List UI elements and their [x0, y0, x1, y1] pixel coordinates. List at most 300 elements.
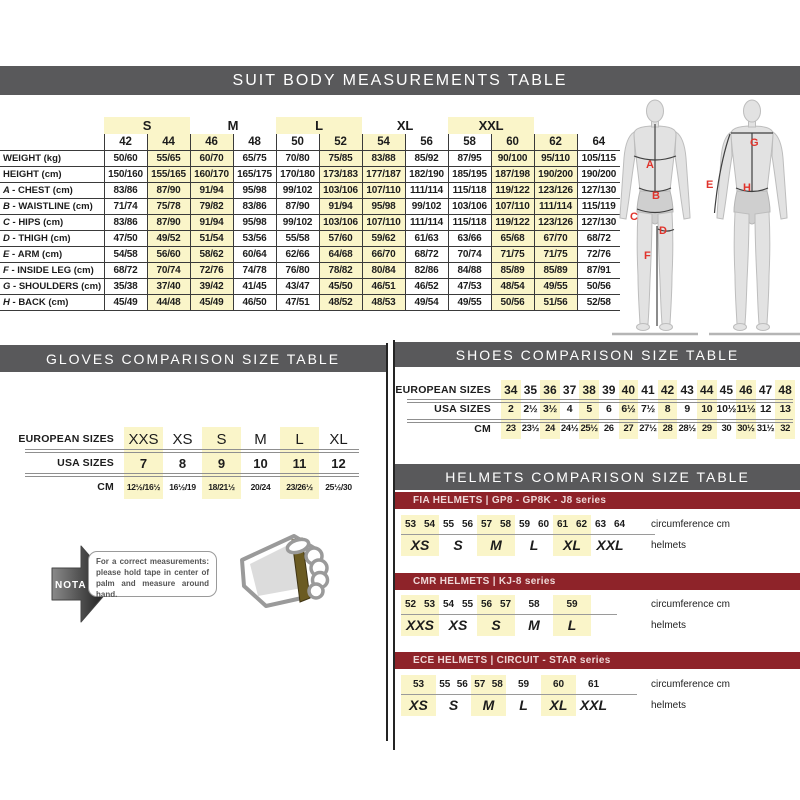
shoesGrid-cell: 12 — [759, 403, 772, 416]
measurement-row-label: A - CHEST (cm) — [0, 183, 104, 199]
suit-size-cell: 95/98 — [362, 199, 405, 215]
shoesGrid-cell: 44 — [697, 380, 717, 400]
shoesGrid-cell: 42 — [658, 380, 678, 400]
helmet-circumference-value: 58 — [491, 679, 503, 690]
suit-size-cell: 91/94 — [190, 215, 233, 231]
suit-size-cell: 47/50 — [104, 231, 147, 247]
suit-size-cell: 105/115 — [577, 151, 620, 167]
suit-size-cell: 57/60 — [319, 231, 362, 247]
suit-size-cell: 65/68 — [491, 231, 534, 247]
cmr-helmets-band — [395, 573, 800, 590]
suit-size-cell: 47/51 — [276, 295, 319, 311]
fia-helmets-table — [401, 515, 730, 556]
helmet-circumference-value: 62 — [575, 519, 588, 530]
glovesGrid-cell: 16½/19 — [169, 482, 196, 492]
suit-size-cell: 90/100 — [491, 151, 534, 167]
suit-size-cell: 49/52 — [147, 231, 190, 247]
suit-size-cell: 85/89 — [534, 263, 577, 279]
suit-size-cell: 41/45 — [233, 279, 276, 295]
suit-size-cell: 50/56 — [491, 295, 534, 311]
helmet-size-group — [439, 595, 477, 636]
helmet-circumference-value: 59 — [517, 679, 530, 690]
cmr-helmets-table — [401, 595, 730, 636]
suit-size-cell: 185/195 — [448, 167, 491, 183]
gloves-size-table — [0, 427, 358, 499]
circumference-cm-label: circumference cm — [651, 679, 730, 690]
shoesGrid-cell: 9 — [684, 403, 690, 416]
helmet-size-letter: M — [528, 617, 540, 633]
shoesGrid-cell: 48 — [775, 380, 795, 400]
shoes-divider-1 — [407, 399, 793, 403]
suit-size-cell: 99/102 — [276, 183, 319, 199]
suit-size-cell: 170/180 — [276, 167, 319, 183]
glovesGrid-cell: 12½/16½ — [124, 475, 163, 499]
shoes-helmets-panel — [393, 340, 800, 750]
shoes-section-title: SHOES COMPARISON SIZE TABLE — [455, 346, 740, 363]
suit-size-cell: 111/114 — [405, 215, 448, 231]
suit-size-cell: 190/200 — [577, 167, 620, 183]
glovesGrid-cell: 8 — [178, 455, 187, 471]
helmet-size-letter: XXL — [579, 697, 608, 713]
fia-helmets-band-label: FIA HELMETS | GP8 - GP8K - J8 series — [413, 495, 607, 506]
gloves-divider-1 — [25, 449, 359, 453]
glovesGrid-cell: XXS — [124, 427, 163, 451]
suit-size-cell: 111/114 — [405, 183, 448, 199]
suit-size-cell: 72/76 — [577, 247, 620, 263]
measurement-row-label: F - INSIDE LEG (cm) — [0, 263, 104, 279]
helmet-circumference-value: 60 — [537, 519, 550, 530]
glovesGrid-cell: 25½/30 — [325, 482, 352, 492]
suit-size-cell: 71/74 — [104, 199, 147, 215]
suit-size-cell: 50/60 — [104, 151, 147, 167]
helmet-circumference-value: 64 — [613, 519, 626, 530]
shoesGrid-cell: 24½ — [560, 423, 579, 435]
figure-label-C: C — [630, 211, 638, 223]
suit-size-cell: 44/48 — [147, 295, 190, 311]
helmet-size-letter: XXS — [405, 617, 434, 633]
shoesGrid-cell: 8 — [658, 400, 678, 420]
helmet-size-group — [471, 675, 506, 716]
gloves-section-title-bar — [0, 345, 386, 372]
helmet-size-group — [401, 515, 439, 556]
shoesGrid-cell: 3½ — [540, 400, 560, 420]
mannequin-illustration — [612, 96, 800, 340]
helmet-circumference-value: 55 — [439, 679, 451, 690]
suit-size-cell: 95/98 — [233, 215, 276, 231]
suit-size-cell: 46/51 — [362, 279, 405, 295]
suit-size-cell: 79/82 — [190, 199, 233, 215]
helmet-circumference-value: 61 — [587, 679, 600, 690]
suit-size-cell: 87/90 — [147, 215, 190, 231]
helmet-size-letter: XS — [409, 697, 428, 713]
helmet-size-letter: M — [482, 697, 495, 713]
helmet-size-group — [553, 515, 591, 556]
suit-size-cell: 75/78 — [147, 199, 190, 215]
shoesGrid-cell: 2½ — [523, 403, 538, 416]
helmet-table-divider — [401, 694, 637, 695]
size-group-label — [534, 117, 577, 134]
suit-size-cell: 87/90 — [276, 199, 319, 215]
shoesGrid-cell: 25½ — [579, 419, 599, 439]
suit-size-cell: 51/54 — [190, 231, 233, 247]
suit-size-cell: 99/102 — [405, 199, 448, 215]
glovesGrid-cell: XS — [172, 430, 193, 448]
shoesGrid-cell: 27½ — [639, 423, 657, 435]
shoesGrid-cell: 30 — [721, 423, 732, 435]
size-header-cell: 52 — [319, 134, 362, 151]
shoesGrid-cell: 30½ — [736, 419, 756, 439]
suit-size-cell: 115/118 — [448, 215, 491, 231]
measurement-row-label: D - THIGH (cm) — [0, 231, 104, 247]
helmet-size-letter: M — [490, 537, 502, 553]
nota-note-text: For a correct measurements: please hold tape in center of palm and measure around hand. — [96, 557, 209, 599]
suit-size-cell: 190/200 — [534, 167, 577, 183]
suit-size-cell: 37/40 — [147, 279, 190, 295]
suit-size-cell: 87/95 — [448, 151, 491, 167]
suit-size-cell: 58/62 — [190, 247, 233, 263]
helmet-size-letter: XXL — [596, 537, 624, 553]
suit-size-cell: 84/88 — [448, 263, 491, 279]
helmet-size-letter: L — [567, 617, 577, 633]
helmet-circumference-value: 60 — [552, 679, 565, 690]
shoesGrid-cell: 27 — [619, 419, 639, 439]
shoesGrid-cell: 38 — [579, 380, 599, 400]
shoesGrid-cell: 4 — [566, 403, 573, 416]
suit-size-cell: 78/82 — [319, 263, 362, 279]
suit-size-cell: 52/58 — [577, 295, 620, 311]
glovesGrid-cell: S — [202, 427, 241, 451]
shoesGrid-row-label: EUROPEAN SIZES — [395, 383, 491, 396]
helmet-table-divider — [401, 534, 655, 535]
shoesGrid-cell: 5 — [579, 400, 599, 420]
glovesGrid-row-label: EUROPEAN SIZES — [18, 433, 114, 445]
measurement-letter: E - — [3, 249, 18, 260]
suit-size-cell: 150/160 — [104, 167, 147, 183]
glovesGrid-cell: 20/24 — [250, 482, 271, 492]
suit-size-cell: 49/55 — [534, 279, 577, 295]
size-header-cell: 46 — [190, 134, 233, 151]
suit-size-cell: 83/86 — [104, 183, 147, 199]
suit-size-cell: 66/70 — [362, 247, 405, 263]
suit-size-cell: 95/98 — [233, 183, 276, 199]
shoesGrid-cell: 24 — [540, 419, 560, 439]
measurement-row-label: C - HIPS (cm) — [0, 215, 104, 231]
shoesGrid-cell: 13 — [775, 400, 795, 420]
helmets-row-label: helmets — [651, 620, 687, 631]
suit-size-cell: 60/64 — [233, 247, 276, 263]
helmet-size-letter: XL — [563, 537, 581, 553]
suit-size-cell: 85/92 — [405, 151, 448, 167]
suit-size-cell: 85/89 — [491, 263, 534, 279]
helmet-circumference-value: 57 — [480, 519, 493, 530]
size-header-cell: 58 — [448, 134, 491, 151]
helmet-size-letter: XS — [448, 617, 468, 633]
helmet-table-divider — [401, 614, 617, 615]
shoes-size-table — [395, 380, 795, 439]
suit-size-cell: 35/38 — [104, 279, 147, 295]
suit-section-title: SUIT BODY MEASUREMENTS TABLE — [232, 71, 568, 89]
measurement-letter: H - — [3, 297, 19, 308]
suit-size-cell: 173/183 — [319, 167, 362, 183]
shoesGrid-cell: 36 — [540, 380, 560, 400]
ece-helmets-table — [401, 675, 730, 716]
measurement-row-label: WEIGHT (kg) — [0, 151, 104, 167]
size-header-cell: 60 — [491, 134, 534, 151]
helmet-size-group — [477, 595, 515, 636]
helmet-size-group — [401, 675, 436, 716]
measurement-letter: D - — [3, 233, 19, 244]
helmet-size-group — [553, 595, 591, 636]
helmet-size-letter: XS — [410, 537, 430, 553]
size-header-cell: 64 — [577, 134, 620, 151]
suit-size-cell: 61/63 — [405, 231, 448, 247]
figure-label-B: B — [652, 190, 660, 202]
suit-size-cell: 49/55 — [448, 295, 491, 311]
size-group-label: S — [104, 117, 190, 134]
gloves-section-title: GLOVES COMPARISON SIZE TABLE — [45, 350, 341, 367]
shoesGrid-cell: 47 — [758, 382, 773, 397]
shoesGrid-cell: 23½ — [521, 423, 540, 435]
suit-table — [0, 117, 620, 311]
shoesGrid-cell: 40 — [619, 380, 639, 400]
measurement-row-label: HEIGHT (cm) — [0, 167, 104, 183]
helmet-circumference-value: 53 — [404, 519, 417, 530]
shoesGrid-cell: 34 — [501, 380, 521, 400]
suit-size-cell: 87/91 — [577, 263, 620, 279]
shoesGrid-cell: 29 — [697, 419, 717, 439]
suit-size-cell: 45/49 — [190, 295, 233, 311]
cmr-helmets-band-label: CMR HELMETS | KJ-8 series — [413, 576, 556, 587]
glovesGrid-row-label: CM — [97, 481, 114, 493]
suit-size-cell: 91/94 — [319, 199, 362, 215]
helmet-circumference-value: 58 — [499, 519, 512, 530]
suit-size-cell: 107/110 — [491, 199, 534, 215]
shoesGrid-cell: 7½ — [640, 403, 655, 416]
suit-size-cell: 107/110 — [362, 183, 405, 199]
helmet-size-letter: XL — [549, 697, 568, 713]
gloves-divider-2 — [25, 473, 359, 477]
shoesGrid-cell: 46 — [736, 380, 756, 400]
shoesGrid-cell: 10½ — [716, 403, 737, 416]
helmet-size-group — [477, 515, 515, 556]
suit-size-cell: 65/75 — [233, 151, 276, 167]
suit-size-cell: 123/126 — [534, 215, 577, 231]
suit-size-cell: 127/130 — [577, 183, 620, 199]
shoesGrid-cell: 31½ — [756, 423, 775, 435]
helmets-section-title: HELMETS COMPARISON SIZE TABLE — [445, 469, 750, 485]
suit-size-cell: 48/52 — [319, 295, 362, 311]
size-group-label: L — [276, 117, 362, 134]
fia-helmets-band — [395, 492, 800, 509]
shoesGrid-cell: 10 — [697, 400, 717, 420]
shoesGrid-cell: 39 — [602, 382, 616, 397]
glovesGrid-cell: 12 — [331, 455, 346, 471]
body-measurement-figure — [612, 96, 800, 340]
suit-size-cell: 70/80 — [276, 151, 319, 167]
size-header-cell: 48 — [233, 134, 276, 151]
suit-size-cell: 75/85 — [319, 151, 362, 167]
shoesGrid-cell: 28½ — [678, 423, 696, 435]
helmet-size-letter: L — [529, 537, 539, 553]
shoesGrid-cell: 6 — [605, 403, 612, 416]
helmet-size-group — [591, 515, 629, 556]
suit-size-cell: 119/122 — [491, 183, 534, 199]
shoesGrid-cell: 37 — [562, 382, 577, 397]
suit-size-cell: 55/58 — [276, 231, 319, 247]
suit-size-cell: 48/54 — [491, 279, 534, 295]
figure-label-G: G — [750, 137, 759, 149]
circumference-cm-label: circumference cm — [651, 599, 730, 610]
figure-label-E: E — [706, 179, 714, 191]
suit-size-cell: 39/42 — [190, 279, 233, 295]
ece-helmets-band-label: ECE HELMETS | CIRCUIT - STAR series — [413, 655, 611, 666]
suit-size-cell: 115/118 — [448, 183, 491, 199]
helmet-size-group — [401, 595, 439, 636]
figure-label-D: D — [659, 225, 667, 237]
suit-size-cell: 48/53 — [362, 295, 405, 311]
shoesGrid-cell: 28 — [658, 419, 678, 439]
helmet-circumference-value: 57 — [474, 679, 486, 690]
suit-size-cell: 45/50 — [319, 279, 362, 295]
shoesGrid-cell: 32 — [775, 419, 795, 439]
size-header-cell: 44 — [147, 134, 190, 151]
shoesGrid-cell: 26 — [603, 423, 614, 435]
shoes-section-title-bar — [395, 342, 800, 367]
size-group-label: XL — [396, 118, 414, 133]
suit-size-cell: 111/114 — [534, 199, 577, 215]
helmet-size-letter: S — [453, 537, 463, 553]
measurement-row-label: G - SHOULDERS (cm) — [0, 279, 104, 295]
helmet-size-group — [515, 595, 553, 636]
helmet-circumference-value: 59 — [566, 599, 578, 610]
suit-size-cell: 71/75 — [534, 247, 577, 263]
shoesGrid-cell: 35 — [523, 382, 538, 397]
ece-helmets-band — [395, 652, 800, 669]
shoesGrid-row-label: USA SIZES — [434, 403, 491, 416]
glovesGrid-cell: M — [254, 430, 267, 448]
shoesGrid-cell: 2 — [501, 400, 521, 420]
suit-size-cell: 63/66 — [448, 231, 491, 247]
helmet-size-letter: L — [519, 697, 528, 713]
glovesGrid-cell: 23/26½ — [280, 475, 319, 499]
shoes-divider-2 — [407, 419, 793, 423]
suit-size-cell: 55/65 — [147, 151, 190, 167]
helmet-circumference-value: 58 — [528, 599, 540, 610]
figure-label-H: H — [743, 182, 751, 194]
measurement-letter: C - — [3, 217, 19, 228]
glovesGrid-cell: 7 — [124, 451, 163, 475]
suit-size-cell: 95/110 — [534, 151, 577, 167]
helmet-circumference-value: 52 — [404, 599, 417, 610]
helmet-circumference-value: 55 — [461, 599, 474, 610]
suit-size-cell: 53/56 — [233, 231, 276, 247]
suit-size-cell: 83/86 — [104, 215, 147, 231]
helmet-circumference-value: 63 — [594, 519, 607, 530]
glovesGrid-cell: 11 — [280, 451, 319, 475]
suit-size-cell: 62/66 — [276, 247, 319, 263]
suit-table-corner — [0, 134, 104, 151]
size-header-cell: 56 — [405, 134, 448, 151]
suit-size-cell: 70/74 — [448, 247, 491, 263]
suit-size-cell: 67/70 — [534, 231, 577, 247]
suit-size-cell: 56/60 — [147, 247, 190, 263]
helmet-size-group — [541, 675, 576, 716]
suit-size-cell: 50/56 — [577, 279, 620, 295]
helmet-size-group — [439, 515, 477, 556]
suit-size-cell: 83/86 — [233, 199, 276, 215]
suit-size-cell: 83/88 — [362, 151, 405, 167]
suit-size-cell: 107/110 — [362, 215, 405, 231]
figure-label-F: F — [644, 250, 651, 262]
suit-size-cell: 64/68 — [319, 247, 362, 263]
helmet-circumference-value: 59 — [518, 519, 531, 530]
measurement-letter: G - — [3, 281, 19, 292]
size-header-cell: 62 — [534, 134, 577, 151]
glovesGrid-cell: 10 — [253, 455, 268, 471]
shoesGrid-cell: 6½ — [619, 400, 639, 420]
suit-size-cell: 51/56 — [534, 295, 577, 311]
shoesGrid-row-label: CM — [474, 422, 491, 435]
suit-size-cell: 99/102 — [276, 215, 319, 231]
suit-size-cell: 127/130 — [577, 215, 620, 231]
helmets-row-label: helmets — [651, 700, 687, 711]
helmet-circumference-value: 54 — [423, 519, 436, 530]
helmet-circumference-value: 54 — [442, 599, 455, 610]
shoesGrid-cell: 41 — [641, 382, 655, 397]
circumference-cm-label: circumference cm — [651, 519, 730, 530]
suit-size-cell: 46/52 — [405, 279, 448, 295]
shoesGrid-cell: 43 — [680, 382, 694, 397]
suit-size-cell: 45/49 — [104, 295, 147, 311]
shoesGrid-cell: 45 — [719, 382, 733, 397]
size-header-cell: 50 — [276, 134, 319, 151]
suit-size-cell: 54/58 — [104, 247, 147, 263]
glovesGrid-cell: XL — [329, 430, 348, 448]
glovesGrid-cell: 9 — [202, 451, 241, 475]
suit-size-cell: 80/84 — [362, 263, 405, 279]
helmet-circumference-value: 53 — [423, 599, 436, 610]
nota-note — [88, 551, 217, 597]
figure-label-A: A — [646, 159, 654, 171]
suit-size-cell: 103/106 — [448, 199, 491, 215]
size-header-cell: 54 — [362, 134, 405, 151]
shoesGrid-cell: 23 — [501, 419, 521, 439]
nota-label: NOTA — [55, 580, 87, 591]
helmet-size-group — [515, 515, 553, 556]
suit-size-cell: 119/122 — [491, 215, 534, 231]
suit-size-cell: 47/53 — [448, 279, 491, 295]
helmet-size-group — [506, 675, 541, 716]
helmet-circumference-value: 56 — [480, 599, 493, 610]
suit-size-cell: 87/90 — [147, 183, 190, 199]
suit-size-cell: 72/76 — [190, 263, 233, 279]
suit-size-cell: 59/62 — [362, 231, 405, 247]
glovesGrid-row-label: USA SIZES — [57, 457, 114, 469]
suit-size-cell: 103/106 — [319, 215, 362, 231]
helmet-circumference-value: 61 — [556, 519, 569, 530]
measurement-row-label: E - ARM (cm) — [0, 247, 104, 263]
suit-size-cell: 46/50 — [233, 295, 276, 311]
measurement-letter: B - — [3, 201, 19, 212]
suit-size-cell: 49/54 — [405, 295, 448, 311]
suit-size-cell: 68/72 — [405, 247, 448, 263]
glovesGrid-cell: 18/21½ — [202, 475, 241, 499]
helmet-size-letter: S — [491, 617, 501, 633]
helmet-circumference-value: 55 — [442, 519, 455, 530]
suit-size-cell: 155/165 — [147, 167, 190, 183]
fist-with-tape-icon — [236, 534, 336, 612]
size-group-label — [0, 117, 104, 134]
